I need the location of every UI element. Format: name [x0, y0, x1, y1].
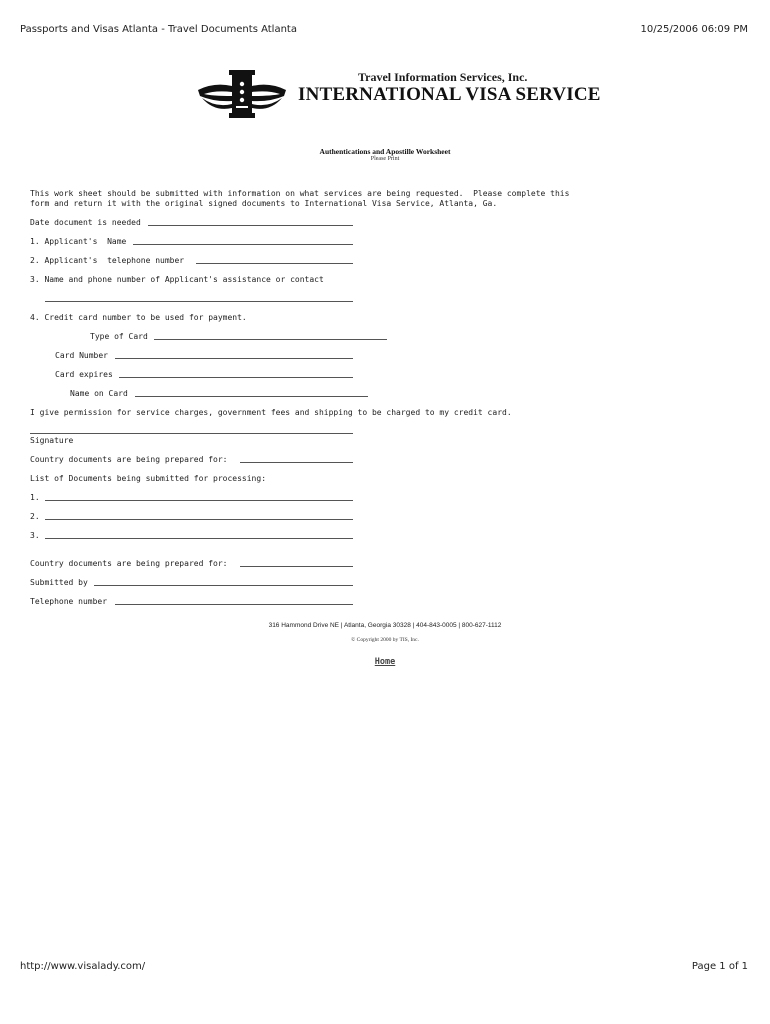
- documents-list-label: List of Documents being submitted for processing:: [30, 474, 267, 483]
- card-type-label: Type of Card: [90, 332, 148, 341]
- winged-emblem-logo: [196, 68, 288, 120]
- document-1-label: 1.: [30, 493, 40, 502]
- applicant-name-field[interactable]: [133, 244, 353, 245]
- applicant-phone-label: 2. Applicant's telephone number: [30, 256, 185, 265]
- telephone-field[interactable]: [115, 604, 353, 605]
- assistant-contact-field[interactable]: [45, 301, 353, 302]
- name-on-card-field[interactable]: [135, 396, 368, 397]
- country-label-2: Country documents are being prepared for:: [30, 559, 228, 568]
- print-footer-page: Page 1 of 1: [691, 961, 748, 972]
- document-3-field[interactable]: [45, 538, 353, 539]
- signature-label: Signature: [30, 436, 74, 445]
- document-2-label: 2.: [30, 512, 40, 521]
- assistant-contact-label: 3. Name and phone number of Applicant's assistance or contact: [30, 275, 324, 284]
- print-header-title: Passports and Visas Atlanta - Travel Documents Atlanta: [20, 24, 297, 35]
- country-field-2[interactable]: [240, 566, 353, 567]
- print-header-datetime: 10/25/2006 06:09 PM: [640, 24, 748, 35]
- document-1-field[interactable]: [45, 500, 353, 501]
- applicant-name-label: 1. Applicant's Name: [30, 237, 127, 246]
- card-expires-label: Card expires: [55, 370, 113, 379]
- service-name: INTERNATIONAL VISA SERVICE: [298, 84, 601, 105]
- company-name: Travel Information Services, Inc.: [358, 70, 528, 84]
- print-footer-url: http://www.visalady.com/: [20, 961, 146, 972]
- name-on-card-label: Name on Card: [70, 389, 128, 398]
- intro-line-1: This work sheet should be submitted with information on what services are being requested. Please complete this: [30, 189, 570, 198]
- applicant-phone-field[interactable]: [196, 263, 353, 264]
- document-3-label: 3.: [30, 531, 40, 540]
- home-link[interactable]: Home: [374, 657, 396, 667]
- card-number-field[interactable]: [115, 358, 353, 359]
- card-type-field[interactable]: [154, 339, 387, 340]
- submitted-by-label: Submitted by: [30, 578, 88, 587]
- worksheet-subtitle: Please Print: [370, 156, 400, 162]
- telephone-label: Telephone number: [30, 597, 108, 606]
- submitted-by-field[interactable]: [94, 585, 353, 586]
- card-number-label: Card Number: [55, 351, 108, 360]
- card-expires-field[interactable]: [119, 377, 353, 378]
- country-label-1: Country documents are being prepared for:: [30, 455, 228, 464]
- document-2-field[interactable]: [45, 519, 353, 520]
- copyright-notice: © Copyright 2000 by TIS, Inc.: [351, 637, 419, 643]
- intro-line-2: form and return it with the original signed documents to International Visa Service, Atlanta, Ga.: [30, 199, 498, 208]
- signature-field[interactable]: [30, 433, 353, 434]
- permission-text: I give permission for service charges, government fees and shipping to be charged to my credit card.: [30, 408, 512, 417]
- credit-card-label: 4. Credit card number to be used for payment.: [30, 313, 247, 322]
- date-needed-field[interactable]: [148, 225, 353, 226]
- worksheet-title: Authentications and Apostille Worksheet: [319, 147, 451, 156]
- office-address: 316 Hammond Drive NE | Atlanta, Georgia 30328 | 404-843-0005 | 800-627-1112: [268, 622, 502, 629]
- date-needed-label: Date document is needed: [30, 218, 141, 227]
- country-field-1[interactable]: [240, 462, 353, 463]
